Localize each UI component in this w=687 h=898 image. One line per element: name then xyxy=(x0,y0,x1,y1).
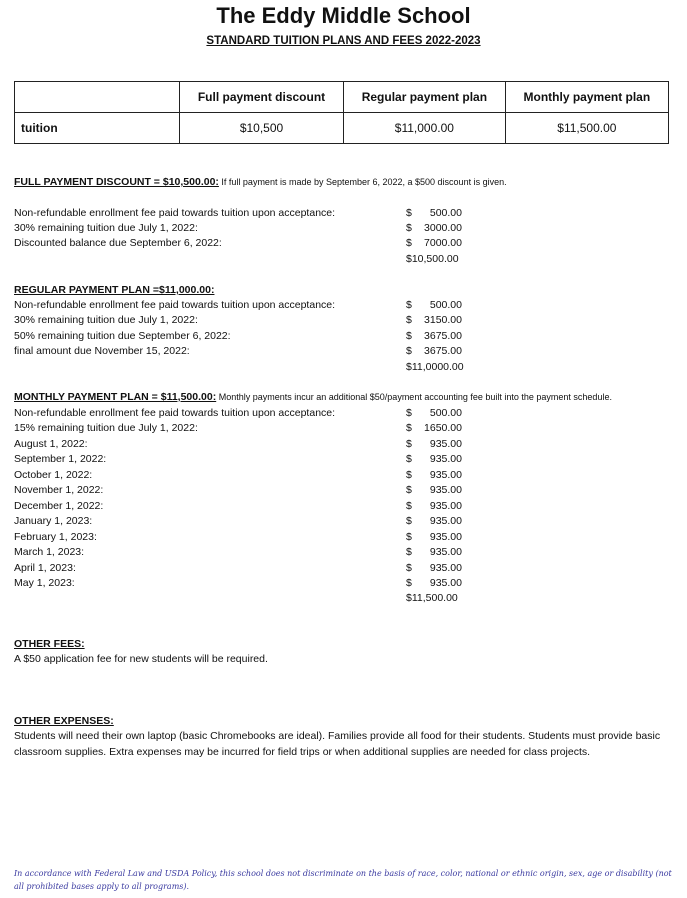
page-title: The Eddy Middle School xyxy=(216,3,471,28)
currency-symbol: $ xyxy=(406,546,412,558)
amount-value: 500.00 xyxy=(429,207,462,219)
amount-value: 935.00 xyxy=(429,500,462,512)
amount-value: 935.00 xyxy=(429,577,462,589)
other-fees-title: OTHER FEES: xyxy=(14,638,85,650)
monthly-plan-line-label: December 1, 2022: xyxy=(14,500,104,512)
other-expenses-text: Students will need their own laptop (basic Chromebooks are ideal). Families provide all food for their students. Students must provide basic classroom supplies. Extra expenses may be incurred for field trips or when additional supplies are needed for class projects. xyxy=(14,730,661,758)
other-fees-text: A $50 application fee for new students will be required. xyxy=(14,653,268,665)
monthly-plan-note: Monthly payments incur an additional $50/payment accounting fee built into the payment schedule. xyxy=(216,392,612,402)
monthly-plan-line-label: November 1, 2022: xyxy=(14,484,104,496)
full-payment-heading xyxy=(14,176,507,188)
amount-value: 500.00 xyxy=(429,407,462,419)
regular-plan-line-label: 30% remaining tuition due July 1, 2022: xyxy=(14,314,198,326)
regular-plan-line-label: 50% remaining tuition due September 6, 2022: xyxy=(14,330,231,342)
table-row-label: tuition xyxy=(15,113,180,144)
monthly-plan-total: $11,500.00 xyxy=(406,592,458,604)
monthly-plan-line-label: August 1, 2022: xyxy=(14,438,88,450)
monthly-plan-line-amount xyxy=(406,407,462,419)
monthly-plan-title: MONTHLY PAYMENT PLAN = $11,500.00: xyxy=(14,391,217,403)
table-row xyxy=(15,113,669,144)
full-payment-line-amount xyxy=(406,222,462,234)
monthly-plan-line-amount xyxy=(406,453,462,465)
tuition-summary-table xyxy=(14,81,669,144)
regular-plan-line-label: final amount due November 15, 2022: xyxy=(14,345,190,357)
monthly-plan-line-amount xyxy=(406,422,462,434)
monthly-plan-line-label: Non-refundable enrollment fee paid towards tuition upon acceptance: xyxy=(14,407,336,419)
full-payment-note: If full payment is made by September 6, 2022, a $500 discount is given. xyxy=(218,177,507,187)
monthly-plan-line-amount xyxy=(406,438,462,450)
regular-plan-line-amount xyxy=(406,314,462,326)
currency-symbol: $ xyxy=(406,577,412,589)
monthly-plan-line-amount xyxy=(406,469,462,481)
table-cell: $11,000.00 xyxy=(344,113,506,144)
table-cell: $10,500 xyxy=(180,113,344,144)
other-fees-heading xyxy=(14,638,85,650)
regular-plan-line-amount xyxy=(406,299,462,311)
amount-value: 935.00 xyxy=(429,469,462,481)
amount-value: 7000.00 xyxy=(424,237,462,249)
monthly-plan-line-label: September 1, 2022: xyxy=(14,453,107,465)
currency-symbol: $ xyxy=(406,422,412,434)
currency-symbol: $ xyxy=(406,207,412,219)
amount-value: 3675.00 xyxy=(424,330,462,342)
nondiscrimination-footer: In accordance with Federal Law and USDA Policy, this school does not discriminate on the basis of race, color, national or ethnic origin, sex, age or disability (not all prohibited bases apply to all programs). xyxy=(14,869,672,891)
amount-value: 3150.00 xyxy=(424,314,462,326)
other-expenses-heading xyxy=(14,715,114,727)
monthly-plan-line-amount xyxy=(406,546,462,558)
currency-symbol: $ xyxy=(406,453,412,465)
monthly-plan-line-amount xyxy=(406,500,462,512)
amount-value: 935.00 xyxy=(429,438,462,450)
monthly-plan-line-amount xyxy=(406,562,462,574)
currency-symbol: $ xyxy=(406,345,412,357)
currency-symbol: $ xyxy=(406,438,412,450)
table-header-row xyxy=(15,82,669,113)
currency-symbol: $ xyxy=(406,484,412,496)
full-payment-line-label: 30% remaining tuition due July 1, 2022: xyxy=(14,222,198,234)
monthly-plan-line-label: March 1, 2023: xyxy=(14,546,85,558)
table-header-cell xyxy=(15,82,180,113)
monthly-plan-line-amount xyxy=(406,484,462,496)
page-subtitle: STANDARD TUITION PLANS AND FEES 2022-2023 xyxy=(206,35,481,47)
monthly-plan-line-label: October 1, 2022: xyxy=(14,469,93,481)
amount-value: 935.00 xyxy=(429,484,462,496)
amount-value: 1650.00 xyxy=(424,422,462,434)
monthly-plan-line-amount xyxy=(406,515,462,527)
full-payment-line-amount xyxy=(406,207,462,219)
full-payment-total: $10,500.00 xyxy=(406,253,459,265)
monthly-plan-line-label: February 1, 2023: xyxy=(14,531,97,543)
amount-value: 500.00 xyxy=(429,299,462,311)
currency-symbol: $ xyxy=(406,515,412,527)
amount-value: 3675.00 xyxy=(424,345,462,357)
monthly-plan-line-label: May 1, 2023: xyxy=(14,577,75,589)
amount-value: 3000.00 xyxy=(424,222,462,234)
other-expenses-title: OTHER EXPENSES: xyxy=(14,715,114,727)
monthly-plan-line-amount xyxy=(406,577,462,589)
full-payment-line-amount xyxy=(406,237,462,249)
regular-plan-line-amount xyxy=(406,330,462,342)
table-header-cell: Monthly payment plan xyxy=(505,82,668,113)
amount-value: 935.00 xyxy=(429,546,462,558)
table-cell: $11,500.00 xyxy=(505,113,668,144)
currency-symbol: $ xyxy=(406,330,412,342)
monthly-plan-line-amount xyxy=(406,531,462,543)
monthly-plan-line-label: April 1, 2023: xyxy=(14,562,76,574)
amount-value: 935.00 xyxy=(429,562,462,574)
regular-plan-line-amount xyxy=(406,345,462,357)
regular-plan-line-label: Non-refundable enrollment fee paid towards tuition upon acceptance: xyxy=(14,299,336,311)
table-header-cell: Regular payment plan xyxy=(344,82,506,113)
amount-value: 935.00 xyxy=(429,453,462,465)
full-payment-line-label: Non-refundable enrollment fee paid towards tuition upon acceptance: xyxy=(14,207,336,219)
regular-plan-heading xyxy=(14,284,214,296)
full-payment-title: FULL PAYMENT DISCOUNT = $10,500.00: xyxy=(14,176,219,188)
currency-symbol: $ xyxy=(406,500,412,512)
currency-symbol: $ xyxy=(406,222,412,234)
currency-symbol: $ xyxy=(406,531,412,543)
regular-plan-total: $11,0000.00 xyxy=(406,361,464,373)
currency-symbol: $ xyxy=(406,237,412,249)
currency-symbol: $ xyxy=(406,469,412,481)
monthly-plan-line-label: 15% remaining tuition due July 1, 2022: xyxy=(14,422,198,434)
currency-symbol: $ xyxy=(406,314,412,326)
monthly-plan-line-label: January 1, 2023: xyxy=(14,515,93,527)
table-header-cell: Full payment discount xyxy=(180,82,344,113)
currency-symbol: $ xyxy=(406,562,412,574)
regular-plan-title: REGULAR PAYMENT PLAN =$11,000.00: xyxy=(14,284,215,296)
currency-symbol: $ xyxy=(406,299,412,311)
currency-symbol: $ xyxy=(406,407,412,419)
amount-value: 935.00 xyxy=(429,531,462,543)
monthly-plan-heading xyxy=(14,391,612,403)
full-payment-line-label: Discounted balance due September 6, 2022: xyxy=(14,237,222,249)
amount-value: 935.00 xyxy=(429,515,462,527)
